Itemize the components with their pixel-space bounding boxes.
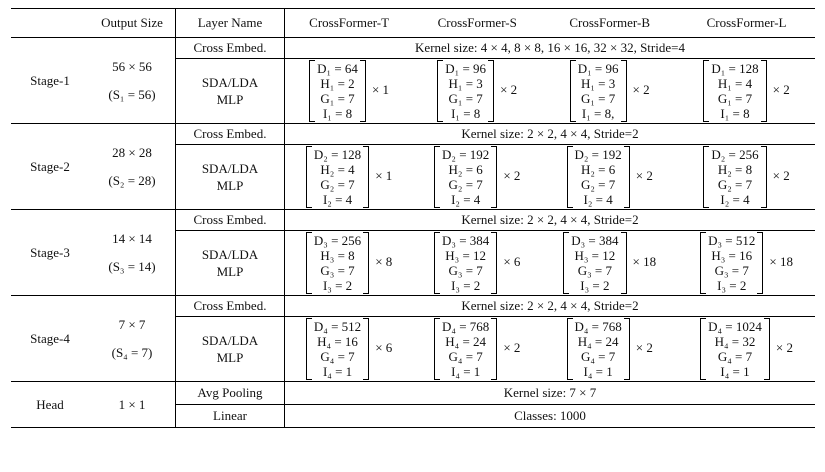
config-entry: H₃ = 12 — [445, 248, 487, 263]
stage-embed-kernel-spec: Kernel size: 2 × 2, 4 × 4, Stride=2 — [285, 210, 816, 231]
config-entry: G₂ = 7 — [717, 177, 753, 192]
block-repeat-count: × 2 — [503, 167, 521, 183]
stage-block-layer-name — [176, 231, 285, 296]
head-layer-pooling: Avg Pooling — [176, 382, 285, 405]
config-entry: D₂ = 256 — [711, 147, 759, 162]
stage-model-config — [413, 145, 541, 210]
header-layer-name: Layer Name — [176, 9, 285, 38]
stage-model-config — [285, 317, 414, 382]
block-repeat-count: × 8 — [375, 253, 393, 269]
stage-model-config — [541, 145, 678, 210]
config-matrix — [703, 146, 766, 208]
stage-embed-kernel-spec: Kernel size: 2 × 2, 4 × 4, Stride=2 — [285, 296, 816, 317]
stage-embed-layer-name: Cross Embed. — [176, 210, 285, 231]
config-entry: D₄ = 768 — [442, 319, 490, 334]
head-output-size: 1 × 1 — [89, 382, 176, 428]
stage-model-config — [541, 231, 678, 296]
config-entry: D₁ = 64 — [317, 61, 358, 76]
config-entry: G₄ = 7 — [717, 349, 753, 364]
stage-block-layer-line: MLP — [216, 178, 244, 193]
config-matrix — [700, 318, 770, 380]
right-bracket — [621, 60, 627, 122]
config-entry: D₃ = 384 — [571, 233, 619, 248]
right-bracket — [491, 318, 497, 380]
config-matrix — [434, 146, 497, 208]
config-entry: I₄ = 1 — [583, 364, 613, 379]
config-matrix-entries — [440, 147, 491, 207]
config-entry: D₁ = 128 — [711, 61, 759, 76]
header-blank — [11, 9, 89, 38]
config-entry: H₄ = 32 — [714, 334, 756, 349]
config-matrix-entries — [573, 319, 624, 379]
right-bracket — [624, 318, 630, 380]
stage-embed-layer-name: Cross Embed. — [176, 296, 285, 317]
stage-embed-row — [11, 296, 815, 317]
config-entry: I₂ = 4 — [451, 192, 481, 207]
config-entry: D₁ = 96 — [445, 61, 487, 76]
config-entry: I₄ = 1 — [720, 364, 750, 379]
config-entry: G₃ = 7 — [320, 263, 355, 278]
stage-block-layer-line: SDA/LDA — [201, 333, 259, 348]
stage-name: Stage-1 — [11, 38, 89, 124]
config-entry: I₄ = 1 — [451, 364, 481, 379]
stage-size-variable: (S₂ = 28) — [108, 172, 156, 188]
config-entry: G₄ = 7 — [448, 349, 483, 364]
stage-block-layer-line: SDA/LDA — [201, 161, 259, 176]
config-matrix — [703, 60, 766, 122]
stage-output-size — [89, 124, 176, 210]
config-matrix-entries — [312, 233, 363, 293]
block-repeat-count: × 6 — [503, 253, 521, 269]
stage-resolution: 7 × 7 — [118, 316, 146, 332]
config-matrix — [563, 232, 626, 294]
right-bracket — [764, 318, 770, 380]
config-entry: I₂ = 4 — [322, 192, 353, 207]
stage-model-config — [678, 317, 815, 382]
config-entry: G₁ = 7 — [581, 91, 616, 106]
stage-model-config — [413, 317, 541, 382]
config-matrix — [434, 232, 497, 294]
config-entry: G₄ = 7 — [581, 349, 616, 364]
right-bracket — [363, 318, 369, 380]
config-entry: H₁ = 3 — [448, 76, 483, 91]
stage-model-config — [678, 59, 815, 124]
config-matrix — [437, 60, 494, 122]
right-bracket — [360, 60, 366, 122]
config-entry: D₄ = 512 — [313, 319, 362, 334]
head-pooling-kernel: Kernel size: 7 × 7 — [285, 382, 816, 405]
config-entry: I₂ = 4 — [583, 192, 613, 207]
config-matrix — [309, 60, 366, 122]
config-entry: G₁ = 7 — [448, 91, 483, 106]
stage-embed-row — [11, 210, 815, 231]
stage-embed-kernel-spec: Kernel size: 4 × 4, 8 × 8, 16 × 16, 32 × 32, Stride=4 — [285, 38, 816, 59]
stage-block-layer-line: MLP — [216, 350, 244, 365]
block-repeat-count: × 18 — [769, 253, 793, 269]
config-matrix-entries — [709, 147, 760, 207]
block-repeat-count: × 18 — [632, 253, 657, 269]
config-entry: D₂ = 192 — [574, 147, 622, 162]
stage-embed-row — [11, 124, 815, 145]
config-entry: H₃ = 12 — [574, 248, 616, 263]
config-entry: I₃ = 2 — [322, 278, 353, 293]
config-entry: D₂ = 192 — [442, 147, 490, 162]
block-repeat-count: × 1 — [375, 167, 393, 183]
config-entry: G₁ = 7 — [717, 91, 753, 106]
config-matrix-entries — [706, 233, 757, 293]
config-matrix — [306, 232, 369, 294]
config-matrix-entries — [312, 319, 363, 379]
config-matrix-entries — [706, 319, 764, 379]
stage-embed-kernel-spec: Kernel size: 2 × 2, 4 × 4, Stride=2 — [285, 124, 816, 145]
architecture-spec-table — [11, 8, 815, 428]
stage-model-config — [413, 59, 541, 124]
stage-size-gap — [93, 247, 171, 259]
config-entry: D₄ = 1024 — [708, 319, 762, 334]
stage-resolution: 14 × 14 — [112, 230, 152, 246]
stage-name: Stage-2 — [11, 124, 89, 210]
stage-block-layer-line: MLP — [216, 264, 244, 279]
stage-block-layer-name — [176, 145, 285, 210]
block-repeat-count: × 1 — [371, 81, 390, 97]
config-entry: I₃ = 2 — [580, 278, 610, 293]
head-row-pooling — [11, 382, 815, 405]
config-entry: I₄ = 1 — [322, 364, 353, 379]
config-entry: H₃ = 16 — [711, 248, 753, 263]
config-matrix — [567, 146, 630, 208]
stage-output-size — [89, 210, 176, 296]
config-matrix-entries — [440, 319, 491, 379]
config-entry: H₁ = 4 — [717, 76, 753, 91]
block-repeat-count: × 2 — [500, 81, 518, 97]
config-entry: G₁ = 7 — [320, 91, 355, 106]
right-bracket — [491, 146, 497, 208]
right-bracket — [488, 60, 494, 122]
stage-resolution: 56 × 56 — [112, 58, 152, 74]
stage-size-gap — [93, 161, 171, 173]
config-entry: I₂ = 4 — [720, 192, 750, 207]
stage-embed-row — [11, 38, 815, 59]
config-entry: D₃ = 256 — [313, 233, 362, 248]
head-stage-name: Head — [11, 382, 89, 428]
stage-block-layer-name — [176, 59, 285, 124]
config-matrix — [306, 146, 369, 208]
stage-model-config — [285, 231, 414, 296]
config-entry: I₁ = 8 — [451, 106, 481, 121]
config-entry: I₁ = 8 — [720, 106, 750, 121]
stage-model-config — [285, 145, 414, 210]
stage-size-gap — [93, 75, 171, 87]
config-matrix — [567, 318, 630, 380]
stage-embed-layer-name: Cross Embed. — [176, 124, 285, 145]
right-bracket — [757, 232, 763, 294]
config-matrix-entries — [576, 61, 621, 121]
stage-embed-layer-name: Cross Embed. — [176, 38, 285, 59]
config-matrix — [306, 318, 369, 380]
right-bracket — [761, 146, 767, 208]
stage-name: Stage-4 — [11, 296, 89, 382]
config-entry: H₃ = 8 — [320, 248, 355, 263]
stage-resolution: 28 × 28 — [112, 144, 152, 160]
stage-size-variable: (S₄ = 7) — [111, 344, 153, 360]
header-model-s: CrossFormer-S — [413, 9, 541, 38]
config-entry: I₁ = 8 — [322, 106, 353, 121]
stage-block-layer-line: SDA/LDA — [201, 75, 259, 90]
config-entry: G₃ = 7 — [448, 263, 483, 278]
config-entry: H₂ = 6 — [581, 162, 616, 177]
config-entry: H₂ = 8 — [717, 162, 753, 177]
config-entry: I₁ = 8, — [581, 106, 615, 121]
head-linear-classes: Classes: 1000 — [285, 405, 816, 428]
right-bracket — [761, 60, 767, 122]
config-matrix-entries — [569, 233, 620, 293]
config-matrix-entries — [312, 147, 363, 207]
config-entry: G₄ = 7 — [320, 349, 355, 364]
stage-model-config — [678, 145, 815, 210]
stage-model-config — [285, 59, 414, 124]
stage-output-size — [89, 296, 176, 382]
stage-model-config — [541, 59, 678, 124]
header-model-l: CrossFormer-L — [678, 9, 815, 38]
block-repeat-count: × 2 — [632, 81, 650, 97]
config-matrix-entries — [315, 61, 360, 121]
stage-block-layer-line: MLP — [216, 92, 244, 107]
config-entry: D₃ = 384 — [442, 233, 490, 248]
config-matrix-entries — [709, 61, 760, 121]
stage-name: Stage-3 — [11, 210, 89, 296]
block-repeat-count: × 2 — [772, 167, 790, 183]
config-entry: D₁ = 96 — [577, 61, 619, 76]
config-entry: D₃ = 512 — [708, 233, 756, 248]
right-bracket — [621, 232, 627, 294]
block-repeat-count: × 2 — [635, 167, 653, 183]
stage-block-layer-line: SDA/LDA — [201, 247, 259, 262]
right-bracket — [363, 146, 369, 208]
config-entry: H₄ = 16 — [317, 334, 358, 349]
stages-body — [11, 38, 815, 382]
block-repeat-count: × 2 — [503, 339, 521, 355]
config-matrix — [700, 232, 763, 294]
config-entry: G₂ = 7 — [581, 177, 616, 192]
config-entry: D₄ = 768 — [574, 319, 622, 334]
stage-size-gap — [93, 333, 171, 345]
config-entry: H₂ = 6 — [448, 162, 483, 177]
block-repeat-count: × 2 — [635, 339, 653, 355]
right-bracket — [624, 146, 630, 208]
config-entry: I₃ = 2 — [451, 278, 481, 293]
right-bracket — [363, 232, 369, 294]
config-entry: G₃ = 7 — [714, 263, 749, 278]
config-entry: I₃ = 2 — [717, 278, 747, 293]
config-matrix-entries — [440, 233, 491, 293]
config-entry: G₂ = 7 — [320, 177, 355, 192]
config-entry: H₁ = 3 — [581, 76, 616, 91]
config-matrix-entries — [443, 61, 488, 121]
stage-model-config — [413, 231, 541, 296]
config-matrix-entries — [573, 147, 624, 207]
config-entry: G₂ = 7 — [448, 177, 483, 192]
config-entry: G₃ = 7 — [577, 263, 613, 278]
block-repeat-count: × 6 — [375, 339, 393, 355]
config-matrix — [434, 318, 497, 380]
config-entry: H₄ = 24 — [445, 334, 487, 349]
config-entry: H₄ = 24 — [577, 334, 619, 349]
header-model-b: CrossFormer-B — [541, 9, 678, 38]
config-matrix — [570, 60, 627, 122]
stage-model-config — [541, 317, 678, 382]
config-entry: H₁ = 2 — [320, 76, 355, 91]
stage-block-layer-name — [176, 317, 285, 382]
stage-output-size — [89, 38, 176, 124]
header-output-size: Output Size — [89, 9, 176, 38]
block-repeat-count: × 2 — [772, 81, 790, 97]
stage-model-config — [678, 231, 815, 296]
right-bracket — [491, 232, 497, 294]
head-layer-linear: Linear — [176, 405, 285, 428]
stage-size-variable: (S₁ = 56) — [108, 86, 156, 102]
config-entry: D₂ = 128 — [313, 147, 362, 162]
header-model-t: CrossFormer-T — [285, 9, 414, 38]
table-header-row — [11, 9, 815, 38]
block-repeat-count: × 2 — [775, 339, 793, 355]
stage-size-variable: (S₃ = 14) — [108, 258, 156, 274]
config-entry: H₂ = 4 — [320, 162, 355, 177]
